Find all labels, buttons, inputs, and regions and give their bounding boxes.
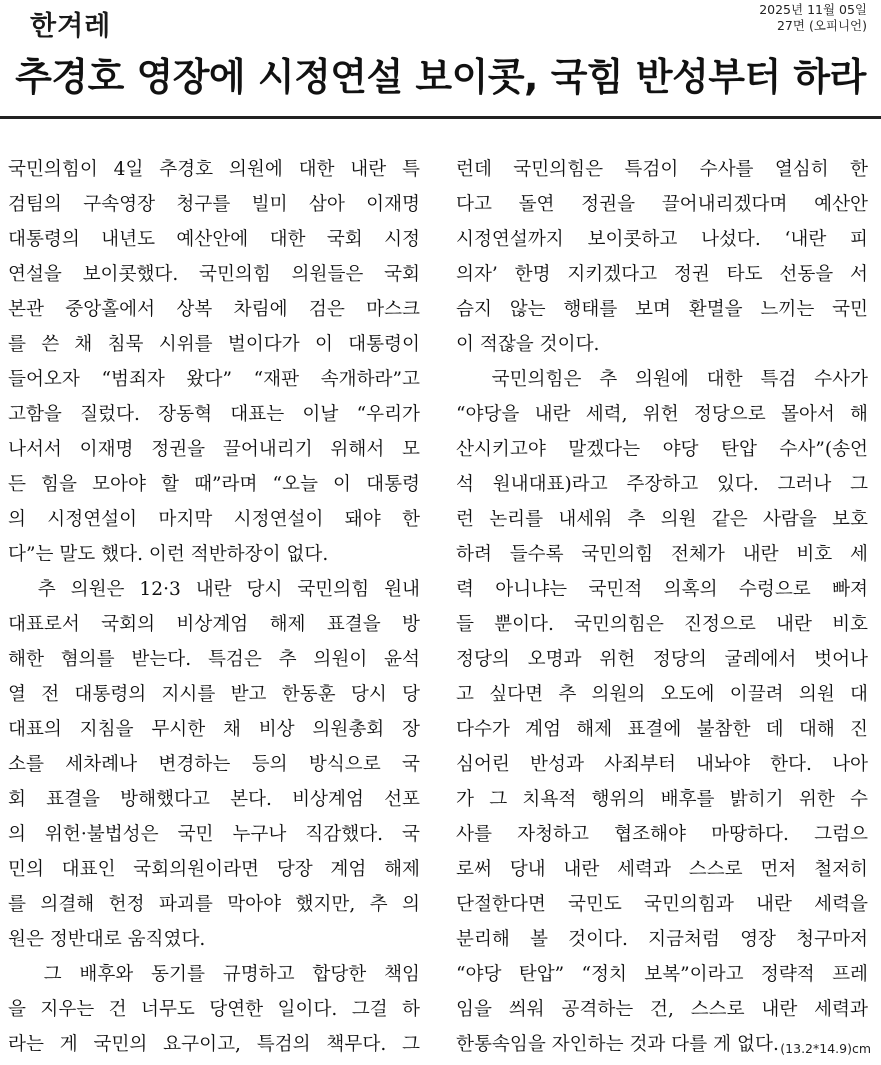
article-line: “야당 탄압” “정치 보복”이라고 정략적 프레 bbox=[456, 964, 868, 985]
article-line: 검팀의 구속영장 청구를 빌미 삼아 이재명 bbox=[8, 194, 420, 215]
article-line: 회 표결을 방해했다고 본다. 비상계엄 선포 bbox=[8, 789, 420, 810]
article-line: 정당의 오명과 위헌 정당의 굴레에서 벗어나 bbox=[456, 649, 868, 670]
article-line: 가 그 치욕적 행위의 배후를 밝히기 위한 수 bbox=[456, 789, 868, 810]
article-line: 런데 국민의힘은 특검이 수사를 열심히 한 bbox=[456, 159, 868, 180]
article-line: 든 힘을 모아야 할 때”라며 “오늘 이 대통령 bbox=[8, 474, 420, 495]
article-line: 사를 자청하고 협조해야 마땅하다. 그럼으 bbox=[456, 824, 868, 845]
article-line: 소를 세차례나 변경하는 등의 방식으로 국 bbox=[8, 754, 420, 775]
article-line: 런 논리를 내세워 추 의원 같은 사람을 보호 bbox=[456, 509, 868, 530]
article-line: 국민의힘이 4일 추경호 의원에 대한 내란 특 bbox=[8, 159, 420, 180]
article-line: 의자’ 한명 지키겠다고 정권 타도 선동을 서 bbox=[456, 264, 868, 285]
article-line: 분리해 볼 것이다. 지금처럼 영장 청구마저 bbox=[456, 929, 868, 950]
article-line: 단절한다면 국민도 국민의힘과 내란 세력을 bbox=[456, 894, 868, 915]
article-line: 해한 혐의를 받는다. 특검은 추 의원이 윤석 bbox=[8, 649, 420, 670]
article-line: 다”는 말도 했다. 이런 적반하장이 없다. bbox=[8, 544, 329, 565]
article-line: 이 적잖을 것이다. bbox=[456, 334, 600, 355]
article-line: 나서서 이재명 정권을 끌어내리기 위해서 모 bbox=[8, 439, 420, 460]
article-line: 라는 게 국민의 요구이고, 특검의 책무다. 그 bbox=[8, 1034, 420, 1055]
article-line: 들어오자 “범죄자 왔다” “재판 속개하라”고 bbox=[8, 369, 420, 390]
article-line: 로써 당내 내란 세력과 스스로 먼저 철저히 bbox=[456, 859, 868, 880]
article-line: 대표로서 국회의 비상계엄 해제 표결을 방 bbox=[8, 614, 420, 635]
article-line: 심어린 반성과 사죄부터 내놔야 한다. 나아 bbox=[456, 754, 868, 775]
article-line: 하려 들수록 국민의힘 전체가 내란 비호 세 bbox=[456, 544, 868, 565]
article-line: 고 싶다면 추 의원의 오도에 이끌려 의원 대 bbox=[456, 684, 868, 705]
article-headline: 추경호 영장에 시정연설 보이콧, 국힘 반성부터 하라 bbox=[15, 55, 866, 99]
article-line: 를 쓴 채 침묵 시위를 벌이다가 이 대통령이 bbox=[8, 334, 420, 355]
article-line: 원은 정반대로 움직였다. bbox=[8, 929, 206, 950]
article-line: 그 배후와 동기를 규명하고 합당한 책임 bbox=[8, 964, 420, 985]
article-line: 한통속임을 자인하는 것과 다를 게 없다. bbox=[456, 1034, 779, 1055]
article-line: 다고 돌연 정권을 끌어내리겠다며 예산안 bbox=[456, 194, 868, 215]
article-line: 추 의원은 12·3 내란 당시 국민의힘 원내 bbox=[8, 579, 420, 600]
article-column-right bbox=[456, 152, 868, 1062]
article-line: 력 아니냐는 국민적 의혹의 수렁으로 빠져 bbox=[456, 579, 868, 600]
page-section: 27면 (오피니언) bbox=[776, 18, 867, 33]
article-line: 산시키고야 말겠다는 야당 탄압 수사”(송언 bbox=[456, 439, 868, 460]
article-line: 국민의힘은 추 의원에 대한 특검 수사가 bbox=[456, 369, 868, 390]
article-line: 슴지 않는 행태를 보며 환멸을 느끼는 국민 bbox=[456, 299, 868, 320]
article-line: 연설을 보이콧했다. 국민의힘 의원들은 국회 bbox=[8, 264, 420, 285]
article-line: 의 시정연설이 마지막 시정연설이 돼야 한 bbox=[8, 509, 420, 530]
publication-meta bbox=[759, 2, 867, 34]
article-line: 을 지우는 건 너무도 당연한 일이다. 그걸 하 bbox=[8, 999, 420, 1020]
article-line: “야당을 내란 세력, 위헌 정당으로 몰아서 해 bbox=[456, 404, 868, 425]
article-line: 의 위헌·불법성은 국민 누구나 직감했다. 국 bbox=[8, 824, 420, 845]
newspaper-logo: 한겨레 bbox=[30, 11, 112, 42]
article-line: 민의 대표인 국회의원이라면 당장 계엄 해제 bbox=[8, 859, 420, 880]
article-line: 시정연설까지 보이콧하고 나섰다. ‘내란 피 bbox=[456, 229, 868, 250]
article-line: 본관 중앙홀에서 상복 차림에 검은 마스크 bbox=[8, 299, 420, 320]
article-line: 임을 씌워 공격하는 건, 스스로 내란 세력과 bbox=[456, 999, 868, 1020]
article-dimensions: (13.2*14.9)cm bbox=[780, 1041, 871, 1056]
article-line: 고함을 질렀다. 장동혁 대표는 이날 “우리가 bbox=[8, 404, 420, 425]
article-line: 를 의결해 헌정 파괴를 막아야 했지만, 추 의 bbox=[8, 894, 420, 915]
article-line: 석 원내대표)라고 주장하고 있다. 그러나 그 bbox=[456, 474, 868, 495]
article-line: 대통령의 내년도 예산안에 대한 국회 시정 bbox=[8, 229, 420, 250]
article-line: 들 뿐이다. 국민의힘은 진정으로 내란 비호 bbox=[456, 614, 868, 635]
article-column-left bbox=[8, 152, 420, 1062]
article-line: 열 전 대통령의 지시를 받고 한동훈 당시 당 bbox=[8, 684, 420, 705]
headline-rule bbox=[0, 116, 881, 119]
article-line: 대표의 지침을 무시한 채 비상 의원총회 장 bbox=[8, 719, 420, 740]
article-line: 다수가 계엄 해제 표결에 불참한 데 대해 진 bbox=[456, 719, 868, 740]
publication-date: 2025년 11월 05일 bbox=[759, 2, 867, 17]
